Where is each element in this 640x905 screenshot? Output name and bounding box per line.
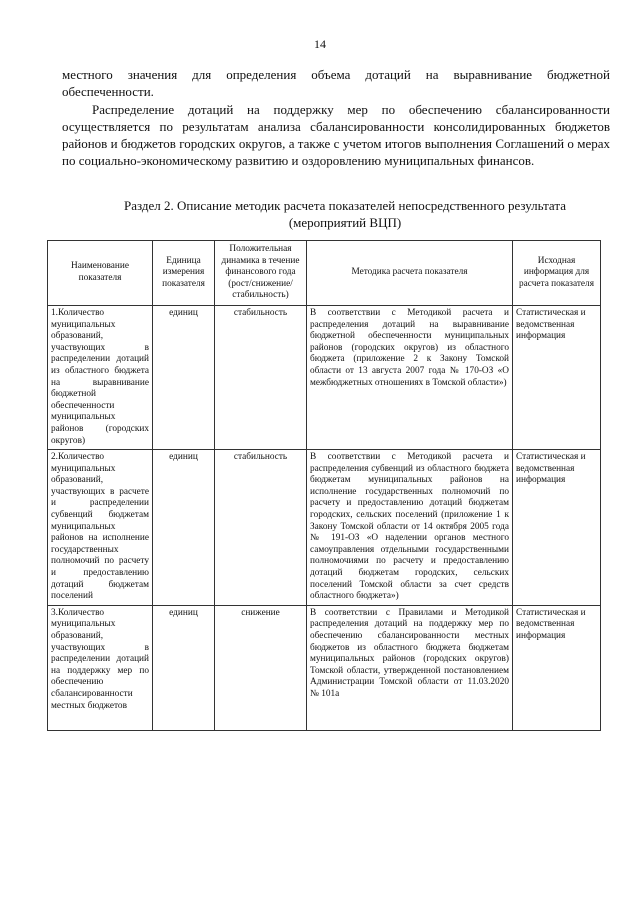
indicator-unit: единиц <box>153 450 215 606</box>
header-method: Методика расчета показателя <box>307 241 513 306</box>
table-row <box>48 450 601 606</box>
section-title: Раздел 2. Описание методик расчета показателей непосредственного результата (мероприятий ВЦП) <box>124 198 566 230</box>
header-dynamics: Положительная динамика в течение финансового года (рост/снижение/ стабильность) <box>215 241 307 306</box>
indicator-method: В соответствии с Методикой расчета и распределения дотаций на выравнивание бюджетной обеспеченности муниципальных районов (городских округов) из областного бюджета (приложение 2 к Закону Томской области от 13 августа 2007 года № 170-ОЗ «О межбюджетных отношениях в Томской области») <box>307 305 513 449</box>
indicator-dynamics: стабильность <box>215 450 307 606</box>
header-indicator-name: Наименование показателя <box>48 241 153 306</box>
indicator-dynamics: стабильность <box>215 305 307 449</box>
indicator-method: В соответствии с Методикой расчета и распределения субвенций из областного бюджета бюджетам муниципальных районов на исполнение государственных полномочий по расчету и предоставлению дотаций бюджетам городских, сельских поселений (приложение 1 к Закону Томской области от 14 октября 2005 года № 191-ОЗ «О наделении органов местного самоуправления отдельными государственными полномочиями по расчету и предоставлению дотаций бюджетам городских, сельских поселений Томской области за счет средств областного бюджета») <box>307 450 513 606</box>
paragraph-2: Распределение дотаций на поддержку мер по обеспечению сбалансированности осуществляется по результатам анализа сбалансированности консолидированных бюджетов районов и бюджетов городских округов, а также с учетом итогов выполнения Соглашений о мерах по социально-экономическому развитию и оздоровлению муниципальных финансов. <box>62 102 610 168</box>
indicator-source: Статистическая и ведомственная информация <box>513 605 601 730</box>
indicator-name: 2.Количество муниципальных образований, участвующих в расчете и распределении субвенций бюджетам муниципальных районов на исполнение государственных полномочий по расчету и предоставлению дотаций бюджетам поселений <box>48 450 153 606</box>
indicator-method: В соответствии с Правилами и Методикой распределения дотаций на поддержку мер по обеспечению сбалансированности местных бюджетов из областного бюджета бюджетам муниципальных районов (городских округов) Томской области, утвержденной постановлением Администрации Томской области от 11.03.2020 № 101а <box>307 605 513 730</box>
paragraph-1: местного значения для определения объема дотаций на выравнивание бюджетной обеспеченности. <box>62 67 610 99</box>
table-header-row <box>48 241 601 306</box>
table-row <box>48 605 601 730</box>
indicator-source: Статистическая и ведомственная информация <box>513 450 601 606</box>
indicator-name: 3.Количество муниципальных образований, участвующих в распределении дотаций на поддержку мер по обеспечению сбалансированности местных бюджетов <box>48 605 153 730</box>
indicator-dynamics: снижение <box>215 605 307 730</box>
indicator-unit: единиц <box>153 605 215 730</box>
header-source: Исходная информация для расчета показателя <box>513 241 601 306</box>
methods-table <box>47 240 601 731</box>
indicator-unit: единиц <box>153 305 215 449</box>
indicator-name: 1.Количество муниципальных образований, участвующих в распределении дотаций из областного бюджета на выравнивание бюджетной обеспеченности муниципальных районов (городских округов) <box>48 305 153 449</box>
indicator-source: Статистическая и ведомственная информация <box>513 305 601 449</box>
header-unit: Единица измерения показателя <box>153 241 215 306</box>
page-number: 14 <box>314 37 326 51</box>
table-row <box>48 305 601 449</box>
